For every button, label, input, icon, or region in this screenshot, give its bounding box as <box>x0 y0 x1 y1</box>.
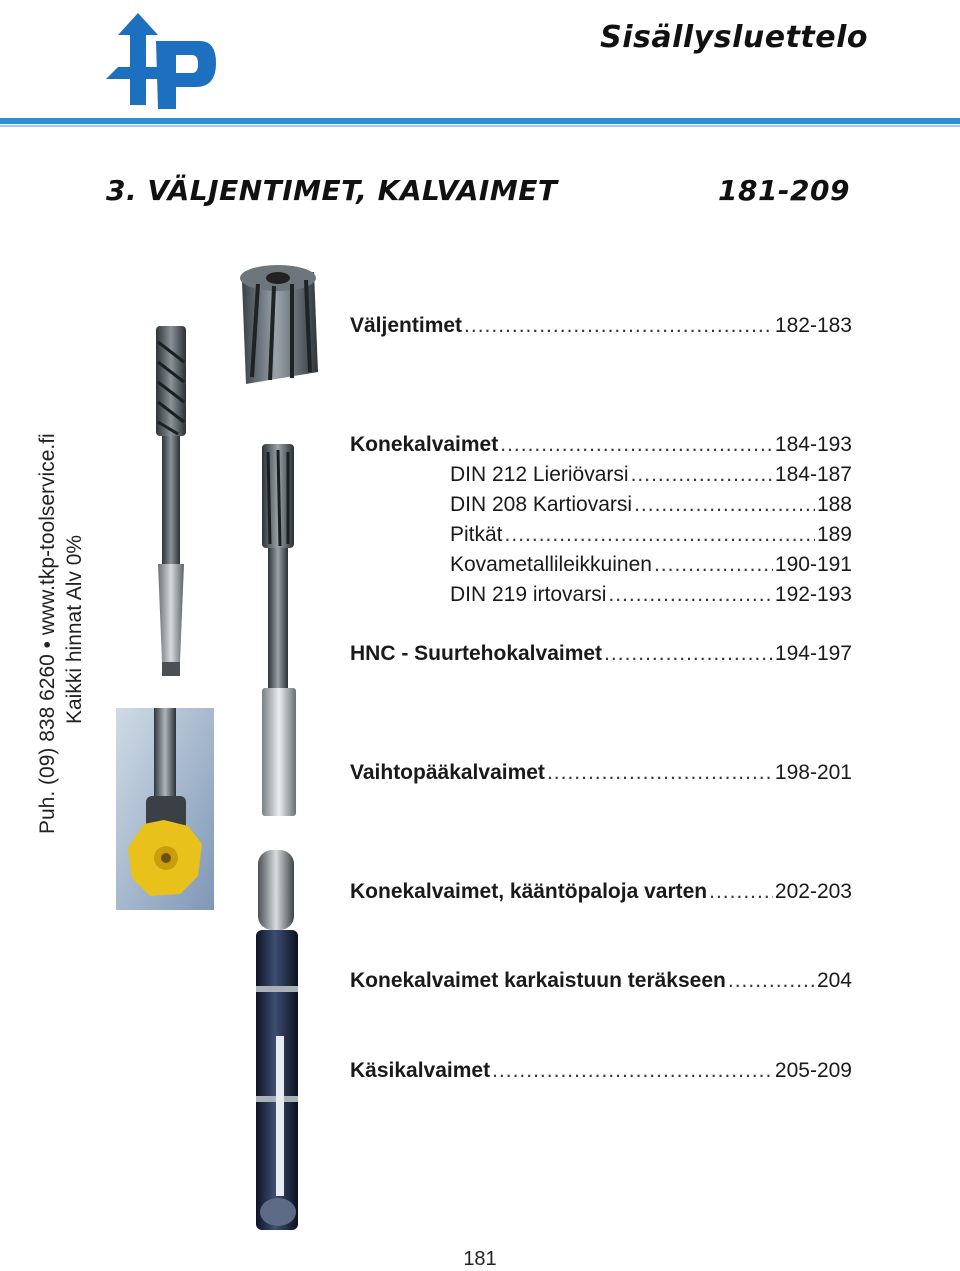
toc-pages: 190-191 <box>774 553 852 576</box>
toc-entry-din212[interactable] <box>450 463 852 487</box>
toc-pages: 184-187 <box>774 463 852 486</box>
toc-entry-karkaistu[interactable] <box>350 969 852 993</box>
toc-label: DIN 212 Lieriövarsi <box>450 463 629 486</box>
toc-pages: 205-209 <box>774 1059 852 1082</box>
indexable-insert-reamer-photo <box>248 846 310 1236</box>
toc-entry-din208[interactable] <box>450 493 852 517</box>
toc-leader <box>709 880 773 904</box>
straight-shank-reamer-photo <box>256 440 304 820</box>
toc-entry-pitkat[interactable] <box>450 523 852 547</box>
toc-pages: 182-183 <box>774 314 852 337</box>
toc-label: DIN 219 irtovarsi <box>450 583 607 606</box>
toc-entry-kaantopala[interactable] <box>350 880 852 904</box>
toc-label: Konekalvaimet karkaistuun teräkseen <box>350 969 726 992</box>
toc-pages: 198-201 <box>774 761 852 784</box>
toc-label: Konekalvaimet, kääntöpaloja varten <box>350 880 708 903</box>
toc-leader <box>500 433 773 457</box>
header-rule <box>0 118 960 124</box>
toc-label: Konekalvaimet <box>350 433 499 456</box>
tkp-logo <box>100 5 220 115</box>
section-pages: 181-209 <box>717 174 850 207</box>
toc-label: DIN 208 Kartiovarsi <box>450 493 633 516</box>
toc-entry-din219[interactable] <box>450 583 852 607</box>
toc-label: HNC - Suurtehokalvaimet <box>350 642 603 665</box>
page-number: 181 <box>463 1248 497 1270</box>
toc-entry-valjentimet[interactable] <box>350 314 852 338</box>
toc-pages: 189 <box>816 523 852 546</box>
toc-leader <box>505 523 815 547</box>
toc-label: Vaihtopääkalvaimet <box>350 761 545 784</box>
toc-entry-hnc[interactable] <box>350 642 852 666</box>
taper-shank-reamer-photo <box>148 322 196 682</box>
section-title: 3. VÄLJENTIMET, KALVAIMET <box>106 174 558 207</box>
toc-entry-vaihtopaa[interactable] <box>350 761 852 785</box>
page-header-title: Sisällysluettelo <box>600 20 868 55</box>
toc-pages: 188 <box>816 493 852 516</box>
contact-sidebar <box>34 434 104 834</box>
toc-pages: 192-193 <box>774 583 852 606</box>
toc-leader <box>631 463 773 487</box>
toc-entry-kovametalli[interactable] <box>450 553 852 577</box>
toc-leader <box>634 493 815 517</box>
toc-leader <box>464 314 773 338</box>
toc-entry-konekalvaimet[interactable] <box>350 433 852 457</box>
toc-leader <box>728 969 815 993</box>
contact-line: Puh. (09) 838 6260 • www.tkp-toolservice.fi <box>36 433 59 834</box>
toc-entry-kasikalvaimet[interactable] <box>350 1059 852 1083</box>
toc-leader <box>654 553 773 577</box>
toc-label: Kovametallileikkuinen <box>450 553 652 576</box>
toc-pages: 194-197 <box>774 642 852 665</box>
toc-leader <box>604 642 773 666</box>
toc-label: Pitkät <box>450 523 503 546</box>
exchangeable-head-reamer-photo <box>116 708 214 910</box>
toc-leader <box>547 761 773 785</box>
header-rule-light <box>0 125 960 127</box>
toc-pages: 202-203 <box>774 880 852 903</box>
toc-leader <box>492 1059 773 1083</box>
toc-label: Väljentimet <box>350 314 463 337</box>
toc-leader <box>608 583 773 607</box>
toc-pages: 184-193 <box>774 433 852 456</box>
vat-note: Kaikki hinnat Alv 0% <box>63 534 86 724</box>
shell-reamer-photo <box>232 262 324 392</box>
toc-pages: 204 <box>816 969 852 992</box>
toc-label: Käsikalvaimet <box>350 1059 491 1082</box>
